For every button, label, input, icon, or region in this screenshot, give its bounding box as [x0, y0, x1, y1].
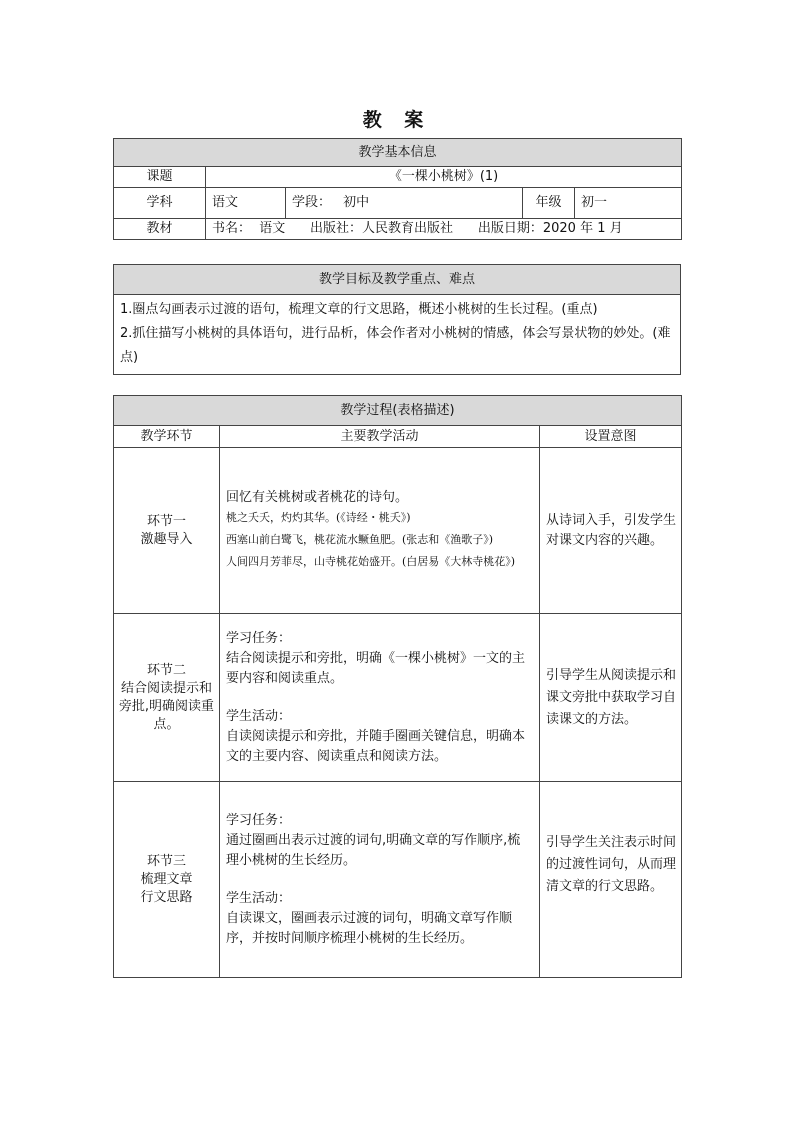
activity-cell-2	[220, 614, 540, 782]
stage-title: 环节一	[146, 513, 186, 529]
activity-text: 自读阅读提示和旁批，并随手圈画关键信息，明确本文的主要内容、阅读重点和阅读方法。	[226, 728, 526, 764]
stage-title: 环节二	[146, 662, 186, 678]
activity-cell-1	[220, 448, 540, 614]
column-header-activity: 主要教学活动	[220, 426, 540, 448]
activity-label: 学生活动：	[226, 708, 292, 724]
goal-item: 2.抓住描写小桃树的具体语句，进行品析，体会作者对小桃树的情感，体会写景状物的妙处。(难点)	[120, 326, 671, 365]
goals-body	[114, 295, 681, 375]
stage-cell-3	[114, 782, 220, 978]
topic-label: 课题	[114, 167, 206, 188]
basic-info-header: 教学基本信息	[114, 139, 682, 167]
activity-text: 自读课文，圈画表示过渡的词句，明确文章写作顺序，并按时间顺序梳理小桃树的生长经历。	[226, 910, 513, 946]
process-table	[113, 395, 682, 978]
grade-label: 年级	[523, 188, 575, 219]
activity-intro: 回忆有关桃树或者桃花的诗句。	[226, 489, 409, 505]
task-label: 学习任务：	[226, 630, 292, 646]
activity-cell-3	[220, 782, 540, 978]
stage-value: 初中	[343, 195, 370, 210]
intent-cell-3: 引导学生关注表示时间的过渡性词句，从而理清文章的行文思路。	[540, 782, 682, 978]
activity-label: 学生活动：	[226, 890, 292, 906]
process-header: 教学过程(表格描述)	[114, 396, 682, 426]
stage-desc: 结合阅读提示和旁批,明确阅读重点。	[118, 680, 215, 732]
column-header-stage: 教学环节	[114, 426, 220, 448]
intent-cell-2: 引导学生从阅读提示和课文旁批中获取学习自读课文的方法。	[540, 614, 682, 782]
poem-line: 桃之夭夭，灼灼其华。(《诗经・桃夭》)	[226, 510, 411, 524]
stage-desc: 行文思路	[140, 889, 193, 905]
goals-header: 教学目标及教学重点、难点	[114, 265, 681, 295]
intent-cell-1: 从诗词入手，引发学生对课文内容的兴趣。	[540, 448, 682, 614]
grade-value: 初一	[575, 188, 682, 219]
topic-value: 《一棵小桃树》(1)	[206, 167, 682, 188]
goals-table	[113, 264, 681, 375]
stage-desc: 激趣导入	[140, 531, 193, 547]
column-header-intent: 设置意图	[540, 426, 682, 448]
stage-title: 环节三	[146, 853, 186, 869]
stage-cell-1	[114, 448, 220, 614]
task-label: 学习任务：	[226, 812, 292, 828]
stage-cell-2	[114, 614, 220, 782]
task-text: 通过圈画出表示过渡的词句,明确文章的写作顺序,梳理小桃树的生长经历。	[226, 832, 521, 868]
subject-label: 学科	[114, 188, 206, 219]
goal-item: 1.圈点勾画表示过渡的语句，梳理文章的行文思路，概述小桃树的生长过程。(重点)	[120, 302, 598, 317]
table-row	[114, 448, 682, 614]
poem-line: 人间四月芳菲尽，山寺桃花始盛开。(白居易《大林寺桃花》)	[226, 554, 516, 568]
table-row	[114, 614, 682, 782]
stage-label: 学段：	[292, 195, 332, 210]
subject-value: 语文	[206, 188, 286, 219]
basic-info-table	[113, 138, 682, 240]
textbook-label: 教材	[114, 219, 206, 240]
poem-line: 西塞山前白鹭飞，桃花流水鳜鱼肥。(张志和《渔歌子》)	[226, 532, 494, 546]
task-text: 结合阅读提示和旁批，明确《一棵小桃树》一文的主要内容和阅读重点。	[226, 650, 526, 686]
stage-desc: 梳理文章	[140, 871, 193, 887]
stage-cell	[286, 188, 523, 219]
table-row	[114, 782, 682, 978]
textbook-value: 书名： 语文 出版社：人民教育出版社 出版日期：2020 年 1 月	[206, 219, 682, 240]
page-title: 教 案	[362, 109, 432, 131]
